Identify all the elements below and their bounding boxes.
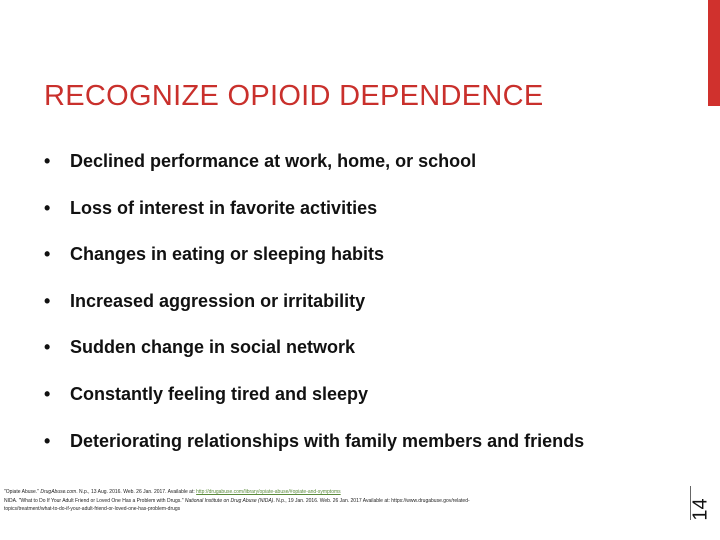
bullet-text: Declined performance at work, home, or school: [70, 151, 477, 171]
ref2-prefix: NIDA. "What to Do If Your Adult Friend or Loved One Has a Problem with Drugs.": [4, 497, 185, 504]
bullet-dot: •: [44, 151, 51, 171]
ref1-source: DrugAbuse.com: [40, 489, 77, 495]
reference-2-continued: topics/treatment/what-to-do-if-your-adult-friend-or-loved-one-has-problem-drugs: [4, 506, 181, 512]
bullet-text: Constantly feeling tired and sleepy: [70, 383, 369, 404]
bullet-text: Deteriorating relationships with family members and friends: [70, 430, 585, 451]
bullet-dot: •: [44, 244, 51, 265]
bullet-text: Sudden change in social network: [70, 337, 356, 358]
bullet-text: Loss of interest in favorite activities: [70, 197, 378, 218]
slide-title: RECOGNIZE OPIOID DEPENDENCE: [44, 80, 544, 112]
bullet-dot: •: [44, 197, 51, 218]
bullet-dot: •: [44, 383, 51, 404]
reference-1: [4, 488, 688, 497]
accent-bar: [708, 0, 720, 106]
bullet-dot: •: [44, 337, 51, 358]
ref1-middle: . N.p., 13 Aug. 2016. Web. 26 Jan. 2017. Available at:: [76, 489, 197, 495]
bullet-dot: •: [44, 290, 51, 311]
slide-number: [690, 492, 718, 522]
slide-number-text: 14: [689, 498, 712, 521]
reference-2: [4, 497, 688, 506]
bullet-text: Increased aggression or irritability: [70, 290, 366, 311]
ref1-prefix: "Opiate Abuse.": [4, 489, 41, 495]
ref1-link[interactable]: http://drugabuse.com/library/opiate-abuse/#opiate-and-symptoms: [196, 489, 341, 495]
ref2-middle: . N.p., 19 Jan. 2016. Web. 26 Jan. 2017 Available at: https://www.drugabuse.gov/related-: [273, 497, 470, 504]
references: [4, 488, 688, 514]
bullet-dot: •: [44, 430, 51, 451]
bullet-text: Changes in eating or sleeping habits: [70, 244, 385, 265]
ref2-source: National Institute on Drug Abuse (NIDA): [184, 497, 274, 504]
